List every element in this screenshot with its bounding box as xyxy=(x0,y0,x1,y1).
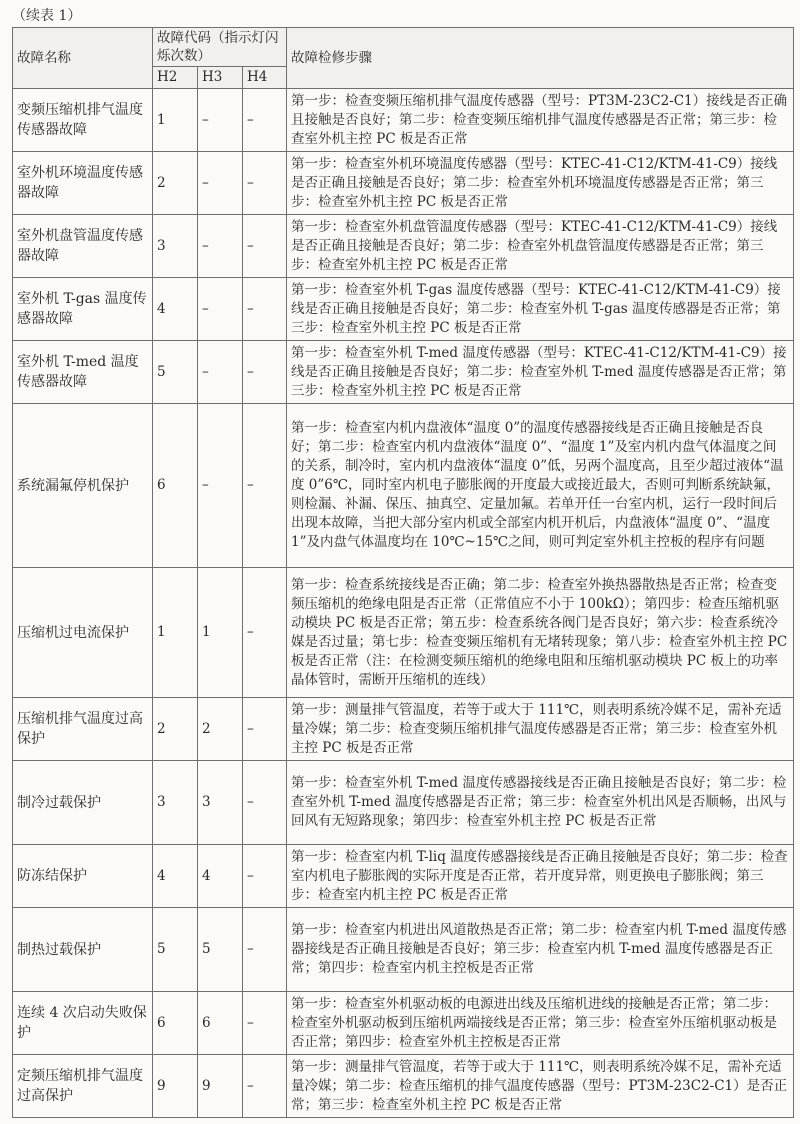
fault-name: 室外机环境温度传感器故障 xyxy=(13,152,153,215)
table-row xyxy=(13,568,794,698)
repair-steps: 第一步：检查室内机内盘液体“温度 0”的温度传感器接线是否正确且接触是否良好；第二步：检查室内机内盘液体“温度 0”、“温度 1”及室内机内盘气体温度之间的关系，制冷时，室内机内盘液体“温度 0”低，另两个温度高，且至少超过液体“温度 0”6℃，同时室内机电子膨胀阀的开度最大或接近最大，否则可判断系统缺氟，则检漏、补漏、保压、抽真空、定量加氟。若单开任一台室内机，运行一段时间后出现本故障，当把大部分室内机或全部室内机开机后，内盘液体“温度 0”、“温度 1”及内盘气体温度均在 10℃~15℃之间，则可判定室外机主控板的程序有问题 xyxy=(287,404,794,568)
code-h3: – xyxy=(198,89,243,152)
table-row xyxy=(13,89,794,152)
code-h4: – xyxy=(243,568,287,698)
code-h4: – xyxy=(243,1055,287,1118)
code-h3: 4 xyxy=(198,845,243,908)
table-row xyxy=(13,215,794,278)
code-h4: – xyxy=(243,908,287,992)
code-h3: 2 xyxy=(198,698,243,761)
code-h2: 3 xyxy=(153,761,198,845)
code-h2: 5 xyxy=(153,341,198,404)
table-row xyxy=(13,908,794,992)
code-h4: – xyxy=(243,992,287,1055)
fault-name: 室外机 T-med 温度传感器故障 xyxy=(13,341,153,404)
repair-steps: 第一步：检查室外机环境温度传感器（型号：KTEC-41-C12/KTM-41-C9）接线是否正确且接触是否良好；第二步：检查室外机环境温度传感器是否正常；第三步：检查室外机主控 PC 板是否正常 xyxy=(287,152,794,215)
code-h3: 3 xyxy=(198,761,243,845)
code-h3: – xyxy=(198,215,243,278)
table-body xyxy=(13,89,794,1118)
code-h3: 5 xyxy=(198,908,243,992)
table-row xyxy=(13,152,794,215)
fault-name: 系统漏氟停机保护 xyxy=(13,404,153,568)
code-h4: – xyxy=(243,278,287,341)
repair-steps: 第一步：测量排气管温度，若等于或大于 111℃，则表明系统冷媒不足，需补充适量冷媒；第二步：检查压缩机的排气温度传感器（型号：PT3M-23C2-C1）是否正常；第三步：检查室外机主控 PC 板是否正常 xyxy=(287,1055,794,1118)
code-h3: – xyxy=(198,341,243,404)
table-row xyxy=(13,761,794,845)
header-h4: H4 xyxy=(243,67,287,89)
repair-steps: 第一步：测量排气管温度，若等于或大于 111℃，则表明系统冷媒不足，需补充适量冷媒；第二步：检查变频压缩机排气温度传感器是否正常；第三步：检查室外机主控 PC 板是否正常 xyxy=(287,698,794,761)
fault-name: 定频压缩机排气温度过高保护 xyxy=(13,1055,153,1118)
code-h3: – xyxy=(198,404,243,568)
code-h2: 9 xyxy=(153,1055,198,1118)
repair-steps: 第一步：检查室外机 T-gas 温度传感器（型号：KTEC-41-C12/KTM-41-C9）接线是否正确且接触是否良好；第二步：检查室外机 T-gas 温度传感器是否正常；第三步：检查室外机主控 PC 板是否正常 xyxy=(287,278,794,341)
table-row xyxy=(13,992,794,1055)
header-h3: H3 xyxy=(198,67,243,89)
fault-name: 压缩机排气温度过高保护 xyxy=(13,698,153,761)
code-h2: 3 xyxy=(153,215,198,278)
code-h2: 4 xyxy=(153,278,198,341)
code-h2: 4 xyxy=(153,845,198,908)
fault-name: 室外机 T-gas 温度传感器故障 xyxy=(13,278,153,341)
header-repair-steps: 故障检修步骤 xyxy=(287,28,794,89)
table-row xyxy=(13,404,794,568)
fault-name: 变频压缩机排气温度传感器故障 xyxy=(13,89,153,152)
code-h2: 6 xyxy=(153,992,198,1055)
code-h4: – xyxy=(243,89,287,152)
header-h2: H2 xyxy=(153,67,198,89)
repair-steps: 第一步：检查系统接线是否正确；第二步：检查室外换热器散热是否正常；检查变频压缩机的绝缘电阻是否正常（正常值应不小于 100kΩ）；第四步：检查压缩机驱动模块 PC 板是否正常；第五步：检查系统各阀门是否良好；第六步：检查系统冷媒是否过量；第七步：检查变频压缩机有无堵转现象；第八步：检查室外机主控 PC 板是否正常（注：在检测变频压缩机的绝缘电阻和压缩机驱动模块 PC 板上的功率晶体管时，需断开压缩机的连线） xyxy=(287,568,794,698)
code-h3: – xyxy=(198,152,243,215)
code-h4: – xyxy=(243,761,287,845)
code-h4: – xyxy=(243,215,287,278)
repair-steps: 第一步：检查室外机盘管温度传感器（型号：KTEC-41-C12/KTM-41-C9）接线是否正确且接触是否良好；第二步：检查室外机盘管温度传感器是否正常；第三步：检查室外机主控 PC 板是否正常 xyxy=(287,215,794,278)
header-fault-code: 故障代码（指示灯闪烁次数） xyxy=(153,28,287,67)
header-fault-name: 故障名称 xyxy=(13,28,153,89)
code-h2: 6 xyxy=(153,404,198,568)
code-h3: – xyxy=(198,278,243,341)
repair-steps: 第一步：检查室内机进出风道散热是否正常；第二步：检查室内机 T-med 温度传感器接线是否正确且接触是否良好；第三步：检查室内机 T-med 温度传感器是否正常；第四步：检查室内机主控板是否正常 xyxy=(287,908,794,992)
fault-name: 制热过载保护 xyxy=(13,908,153,992)
code-h2: 1 xyxy=(153,89,198,152)
code-h4: – xyxy=(243,341,287,404)
repair-steps: 第一步：检查室外机驱动板的电源进出线及压缩机进线的接触是否正常；第二步：检查室外机驱动板到压缩机两端接线是否正常；第三步：检查室外压缩机驱动板是否正常；第四步：检查室外机主控板是否正常 xyxy=(287,992,794,1055)
table-row xyxy=(13,1055,794,1118)
code-h2: 1 xyxy=(153,568,198,698)
table-caption: （续表 1） xyxy=(12,8,82,24)
fault-name: 防冻结保护 xyxy=(13,845,153,908)
code-h4: – xyxy=(243,698,287,761)
code-h3: 9 xyxy=(198,1055,243,1118)
code-h2: 5 xyxy=(153,908,198,992)
fault-name: 制冷过载保护 xyxy=(13,761,153,845)
table-row xyxy=(13,341,794,404)
code-h4: – xyxy=(243,845,287,908)
code-h4: – xyxy=(243,404,287,568)
code-h2: 2 xyxy=(153,698,198,761)
code-h3: 6 xyxy=(198,992,243,1055)
table-row xyxy=(13,698,794,761)
code-h2: 2 xyxy=(153,152,198,215)
table-row xyxy=(13,278,794,341)
table-row xyxy=(13,845,794,908)
fault-name: 压缩机过电流保护 xyxy=(13,568,153,698)
fault-name: 连续 4 次启动失败保护 xyxy=(13,992,153,1055)
repair-steps: 第一步：检查室外机 T-med 温度传感器接线是否正确且接触是否良好；第二步：检查室外机 T-med 温度传感器是否正常；第三步：检查室外机出风是否顺畅，出风与回风有无短路现象；第四步：检查室外机主控 PC 板是否正常 xyxy=(287,761,794,845)
table-header xyxy=(13,28,794,89)
repair-steps: 第一步：检查室内机 T-liq 温度传感器接线是否正确且接触是否良好；第二步：检查室内机电子膨胀阀的实际开度是否正常，若开度异常，则更换电子膨胀阀；第三步：检查室内机主控 PC 板是否正常 xyxy=(287,845,794,908)
fault-name: 室外机盘管温度传感器故障 xyxy=(13,215,153,278)
code-h4: – xyxy=(243,152,287,215)
code-h3: 1 xyxy=(198,568,243,698)
repair-steps: 第一步：检查变频压缩机排气温度传感器（型号：PT3M-23C2-C1）接线是否正确且接触是否良好；第二步：检查变频压缩机排气温度传感器是否正常；第三步：检查室外机主控 PC 板是否正常 xyxy=(287,89,794,152)
repair-steps: 第一步：检查室外机 T-med 温度传感器（型号：KTEC-41-C12/KTM-41-C9）接线是否正确且接触是否良好；第二步：检查室外机 T-med 温度传感器是否正常；第三步：检查室外机主控 PC 板是否正常 xyxy=(287,341,794,404)
fault-table xyxy=(12,27,794,1118)
